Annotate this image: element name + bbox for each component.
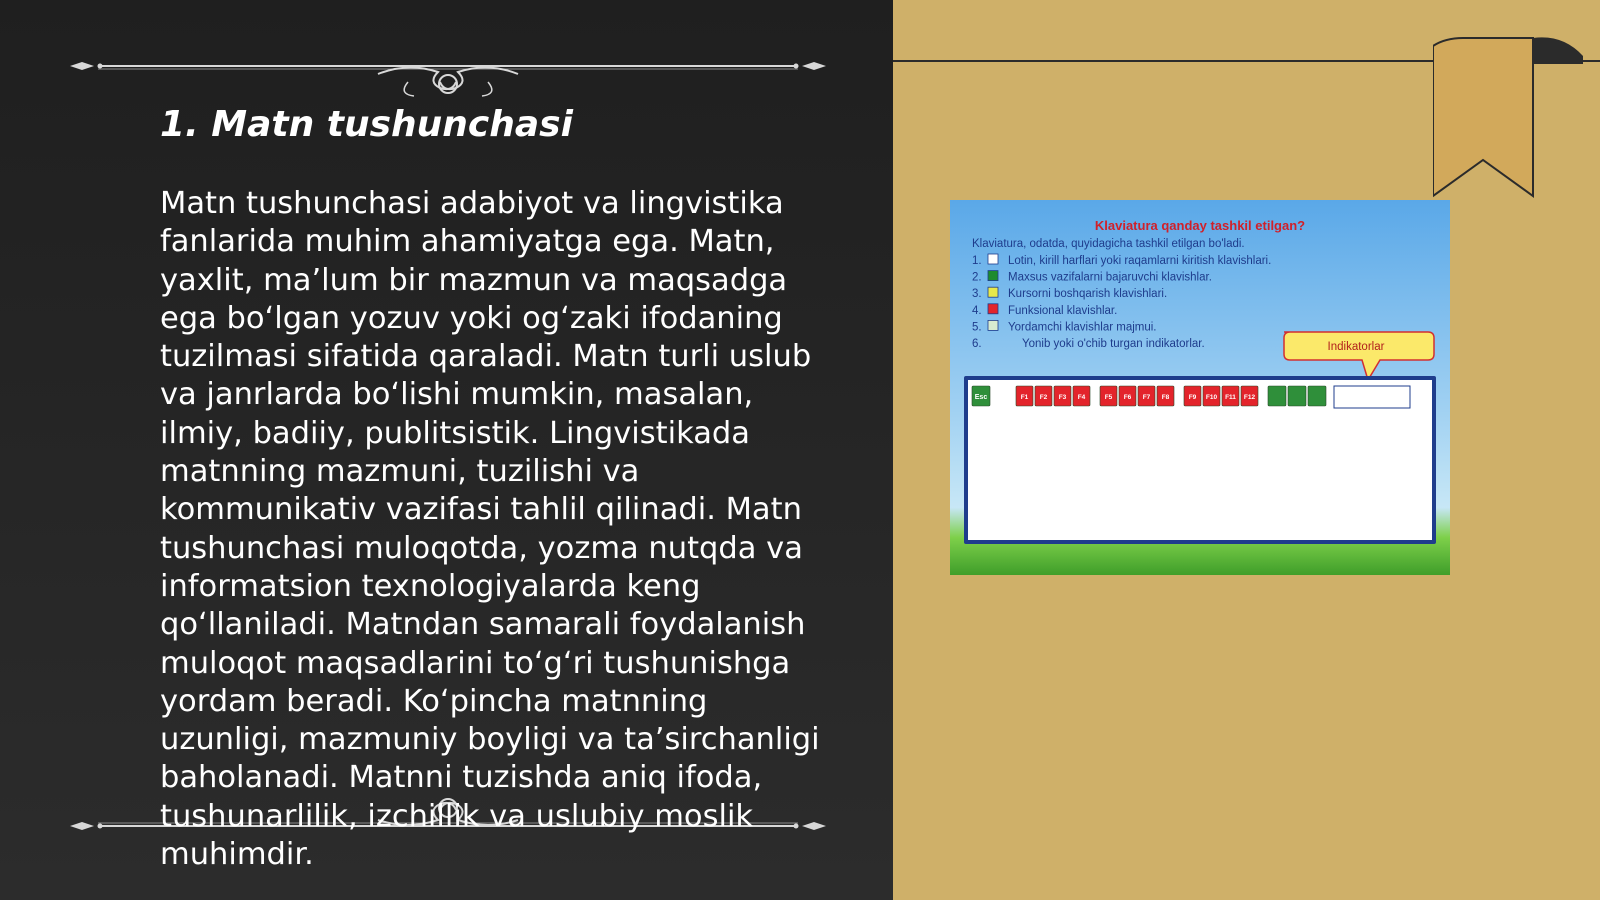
legend-swatch: [988, 271, 998, 281]
svg-text:F9: F9: [1188, 394, 1197, 402]
ornament-top: [68, 50, 828, 110]
key-function: [1157, 386, 1174, 406]
svg-text:F7: F7: [1142, 394, 1151, 402]
bookmark-ribbon: [1433, 36, 1583, 200]
indicator-panel: [1334, 386, 1410, 408]
svg-text:Esc: Esc: [974, 394, 988, 402]
key-function: [1222, 386, 1239, 406]
svg-text:F4: F4: [1077, 394, 1086, 402]
legend-number: 1.: [972, 255, 982, 267]
key-system: [1308, 386, 1326, 406]
svg-text:F10: F10: [1205, 394, 1218, 402]
svg-text:F1: F1: [1020, 394, 1029, 402]
slide-title: 1. Matn tushunchasi: [160, 104, 573, 145]
key-function: [1138, 386, 1155, 406]
legend-item: Yordamchi klavishlar majmui.: [1008, 321, 1157, 334]
key-system: [1268, 386, 1286, 406]
key-function: [1035, 386, 1052, 406]
key-function: [1241, 386, 1258, 406]
legend-number: 2.: [972, 271, 982, 284]
legend-item: Lotin, kirill harflari yoki raqamlarni kiritish klavishlari.: [1008, 255, 1272, 267]
svg-text:F5: F5: [1104, 394, 1113, 402]
legend-swatch: [988, 287, 998, 297]
key-function: [1184, 386, 1201, 406]
legend-item: Funksional klavishlar.: [1008, 304, 1118, 317]
key-function: [1100, 386, 1117, 406]
callout-label: Indikatorlar: [1327, 341, 1385, 353]
slide-body-text: Matn tushunchasi adabiyot va lingvistika fanlarida muhim ahamiyatga ega. Matn, yaxlit, ma’lum bir mazmun va maqsadga ega bo‘lgan yozuv yoki og‘zaki ifodaning tuzilmasi sifatida qaraladi. Matn turli uslub va janrlarda bo‘lishi mumkin, masalan, ilmiy, badiiy, publitsistik. Lingvistikada matnning mazmuni, tuzilishi va kommunikativ vazifasi tahlil qilinadi. Matn tushunchasi muloqotda, yozma nutqda va informatsion texnologiyalarda keng qo‘llaniladi. Matndan samarali foydalanish muloqot maqsadlarini to‘g‘ri tushunishga yordam beradi. Ko‘pincha matnning uzunligi, mazmuniy boyligi va ta’sirchanligi baholanadi. Matnni tuzishda aniq ifoda, tushunarlilik, izchillik va uslubiy moslik muhimdir.: [160, 186, 820, 873]
legend-item: Yonib yoki o'chib turgan indikatorlar.: [1022, 338, 1205, 350]
keyboard-keys: [972, 386, 1410, 408]
figure-heading: Klaviatura qanday tashkil etilgan?: [1094, 218, 1306, 233]
svg-text:F2: F2: [1039, 394, 1048, 402]
key-esc: [972, 386, 990, 406]
svg-text:F12: F12: [1243, 394, 1256, 402]
key-function: [1073, 386, 1090, 406]
key-function: [1119, 386, 1136, 406]
key-function: [1054, 386, 1071, 406]
svg-text:F3: F3: [1058, 394, 1067, 402]
legend-number: 5.: [972, 321, 982, 334]
legend-item: Kursorni boshqarish klavishlari.: [1008, 288, 1168, 301]
legend-number: 6.: [972, 338, 982, 350]
legend-swatch: [988, 304, 998, 314]
keyboard-figure: [950, 200, 1450, 575]
legend-number: 3.: [972, 288, 982, 301]
figure-intro: Klaviatura, odatda, quyidagicha tashkil etilgan bo'ladi.: [972, 238, 1245, 250]
key-function: [1016, 386, 1033, 406]
svg-text:F8: F8: [1161, 394, 1170, 402]
key-system: [1288, 386, 1306, 406]
legend-number: 4.: [972, 304, 982, 317]
svg-text:F6: F6: [1123, 394, 1132, 402]
legend-item: Maxsus vazifalarni bajaruvchi klavishlar.: [1008, 271, 1212, 284]
key-function: [1203, 386, 1220, 406]
legend-swatch: [988, 320, 998, 330]
svg-text:F11: F11: [1225, 394, 1236, 402]
legend-swatch: [988, 254, 998, 264]
